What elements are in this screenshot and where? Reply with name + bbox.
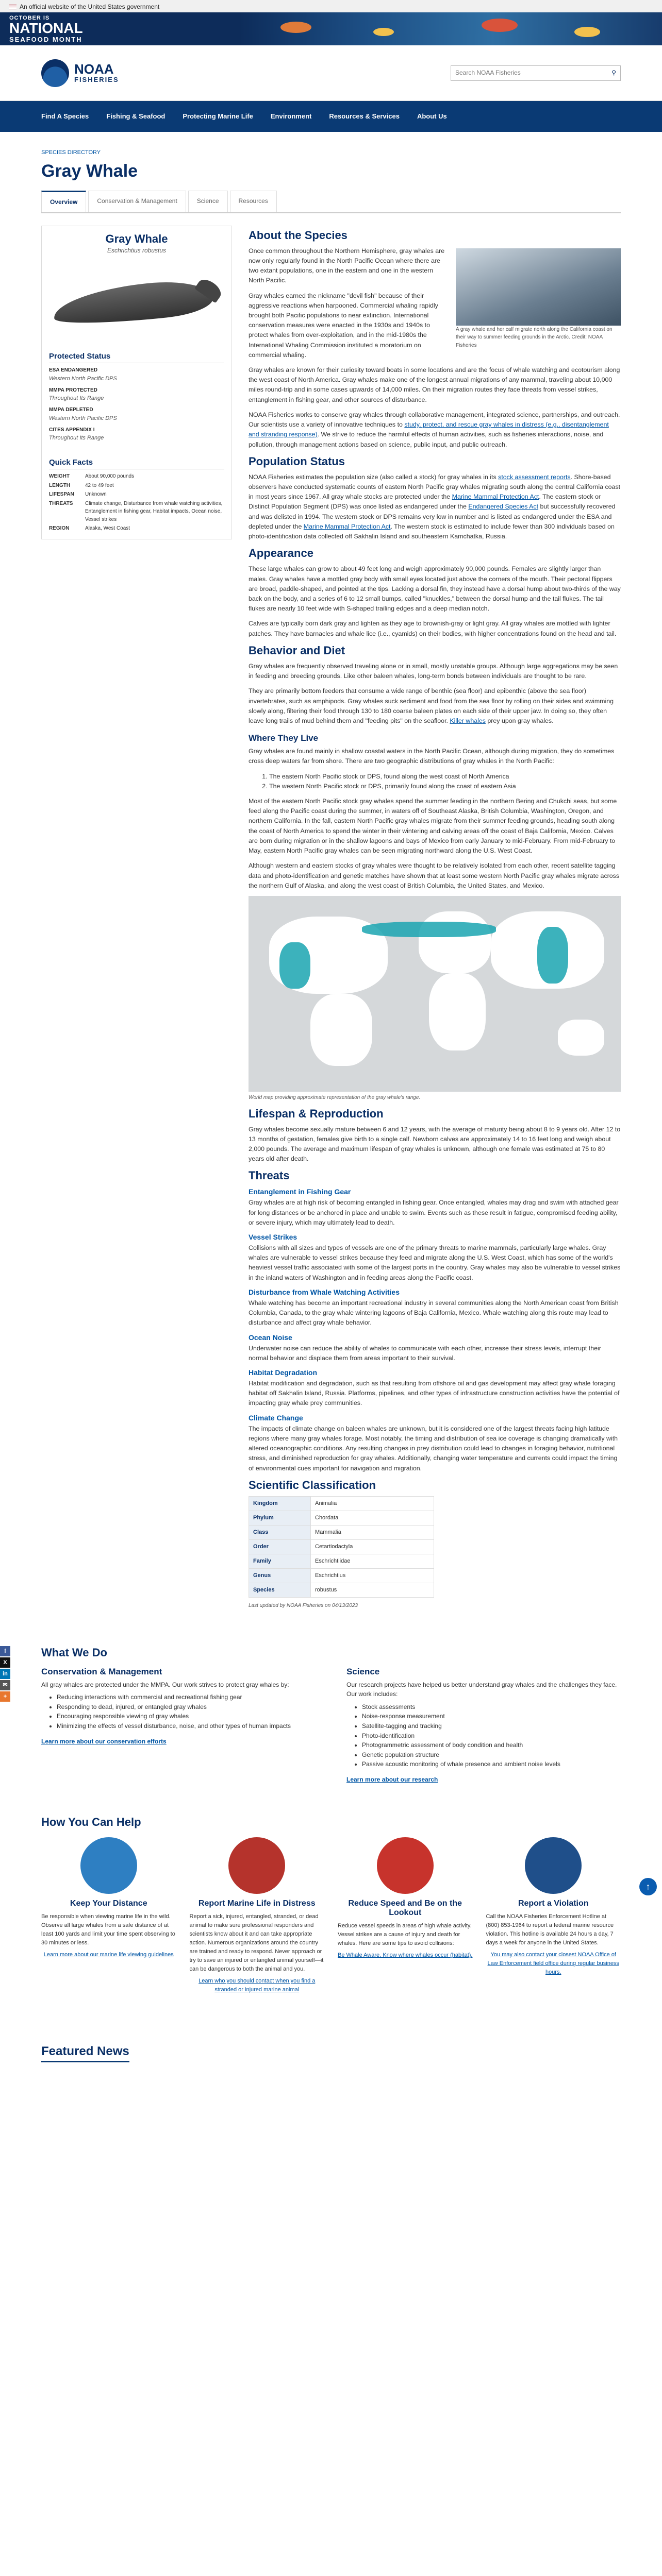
text: NOAA Fisheries estimates the population size (also called a stock) for gray whales in its xyxy=(249,473,499,481)
table-value: Chordata xyxy=(311,1511,434,1525)
list-item: • Minimizing the effects of vessel disturbance, noise, and other types of human impacts xyxy=(57,1721,316,1731)
species-sidebar xyxy=(41,226,232,1610)
help-card xyxy=(41,1837,176,1994)
paragraph: Our research projects have helped us better understand gray whales and the challenges they face. Our work includes: xyxy=(346,1681,617,1698)
list-item: • Photogrammetric assessment of body condition and health xyxy=(362,1740,621,1750)
main-content xyxy=(249,226,621,1610)
table-key: Species xyxy=(249,1583,311,1598)
help-card xyxy=(190,1837,325,1994)
help-link[interactable]: Learn more about our marine life viewing guidelines xyxy=(43,1952,174,1958)
promo-top: OCTOBER IS xyxy=(9,14,50,21)
nav-about-us[interactable]: About Us xyxy=(417,112,447,120)
conservation-column xyxy=(41,1667,316,1785)
table-key: Kingdom xyxy=(249,1496,311,1511)
paragraph: Gray whales are at high risk of becoming entangled in fishing gear. Once entangled, whales may drag and swim with attached gear for long distances or be anchored in place and unable to swim. Events such as these result in fatigue, compromised feeding ability, or severe injury, which may ultimately lead to death. xyxy=(249,1199,619,1226)
table-row xyxy=(249,1511,434,1525)
promo-big: NATIONAL xyxy=(9,20,83,36)
linkedin-icon[interactable]: in xyxy=(0,1669,10,1679)
search-placeholder: Search NOAA Fisheries xyxy=(455,69,521,77)
protected-status xyxy=(42,346,231,452)
table-value: Eschrichtius xyxy=(311,1569,434,1583)
section-lifespan: Lifespan & Reproduction xyxy=(249,1107,384,1120)
brand-name: NOAA xyxy=(74,61,114,77)
status-key: ESA ENDANGERED xyxy=(49,367,98,374)
facebook-icon[interactable]: f xyxy=(0,1646,10,1656)
stock-assessment-link[interactable]: stock assessment reports xyxy=(498,473,571,481)
list-item: • Encouraging responsible viewing of gray whales xyxy=(57,1711,316,1721)
table-row xyxy=(249,1583,434,1598)
help-card-title: Reduce Speed and Be on the Lookout xyxy=(348,1899,462,1918)
paragraph: Gray whales are frequently observed traveling alone or in small, mostly unstable groups. Although large aggregations may be seen in feeding and breeding grounds. Like other baleen whales, long-term bonds between individuals are thought to be rare. xyxy=(249,662,618,680)
paragraph: All gray whales are protected under the MMPA. Our work strives to protect gray whales by: xyxy=(41,1681,289,1688)
featured-news-title: Featured News xyxy=(41,2044,129,2062)
help-link[interactable]: Learn who you should contact when you find a stranded or injured marine animal xyxy=(198,1978,316,1993)
search-icon[interactable]: ⚲ xyxy=(611,69,616,77)
killer-whales-link[interactable]: Killer whales xyxy=(450,717,486,724)
text: . We strive to reduce the harmful effects of human activities, such as fisheries interactions, noise, and pollution, through management actions based on science, public input, and public outreach. xyxy=(249,431,604,448)
whale-photo[interactable] xyxy=(456,248,621,326)
threat-title: Climate Change xyxy=(249,1413,303,1422)
section-threats: Threats xyxy=(249,1169,290,1182)
gov-banner xyxy=(0,0,662,12)
site-header xyxy=(0,45,662,101)
help-link[interactable]: You may also contact your closest NOAA Office of Law Enforcement field office during regular business hours. xyxy=(487,1952,619,1976)
fact-value: Climate change, Disturbance from whale watching activities, Entanglement in fishing gear, Habitat impacts, Ocean noise, Vessel strikes xyxy=(85,500,223,522)
fact-value: About 90,000 pounds xyxy=(85,473,135,480)
help-card-title: Keep Your Distance xyxy=(70,1899,147,1908)
gray-whale-illustration xyxy=(42,259,231,342)
email-icon[interactable]: ✉ xyxy=(0,1680,10,1690)
paragraph: Gray whales become sexually mature between 6 and 12 years, with the average of maturity being about 8 to 9 years old. After 12 to 13 months of gestation, females give birth to a single calf. Newborn calves are approximately 14 to 16 feet long and weigh about 2,000 pounds. The average and maximum lifespan of gray whales is unknown, although one female was estimated at 75 to 80 years old after death. xyxy=(249,1125,621,1163)
x-icon[interactable]: X xyxy=(0,1657,10,1668)
paragraph: Gray whales earned the nickname "devil fish" because of their aggressive reactions when harpooned. Commercial whaling rapidly brought both Pacific populations to near extinction. International conservation measures were enacted in the 1930s and 1940s to protect whales from over-exploitation, and in the mid-1980s the International Whaling Commission instituted a moratorium on commercial whaling. xyxy=(249,292,438,359)
card-title: Gray Whale xyxy=(105,232,168,245)
figure-caption: A gray whale and her calf migrate north along the California coast on their way to summer feeding grounds in the Arctic. Credit: NOAA Fisheries xyxy=(456,326,613,348)
status-value: Western North Pacific DPS xyxy=(49,415,117,421)
quick-facts-title: Quick Facts xyxy=(49,458,224,469)
table-key: Order xyxy=(249,1539,311,1554)
mmpa-link[interactable]: Marine Mammal Protection Act xyxy=(452,493,539,501)
noaa-logo[interactable] xyxy=(41,59,69,87)
promo-banner[interactable] xyxy=(0,12,662,45)
text: . Shore-based observers have conducted systematic counts of eastern North Pacific gray whales migrating south along the central California coast in most years since 1967. All gray whale stocks are protected under the xyxy=(249,473,621,501)
section-where-they-live: Where They Live xyxy=(249,733,319,743)
fact-key: THREATS xyxy=(49,500,73,506)
list-item: 1. The eastern North Pacific stock or DPS, found along the west coast of North America xyxy=(269,772,621,782)
last-updated: Last updated by NOAA Fisheries on 04/13/2023 xyxy=(249,1603,358,1609)
share-bar xyxy=(0,1646,11,1703)
brand[interactable] xyxy=(74,62,119,83)
list-item: • Responding to dead, injured, or entangled gray whales xyxy=(57,1702,316,1712)
text: They are primarily bottom feeders that consume a wide range of benthic (sea floor) and epibenthic (above the sea floor) invertebrates, such as amphipods. Gray whales suck sediment and food from the sea floor by rolling on their sides and swimming slowly along, filtering their food through 130 to 180 coarse baleen plates on each side of their upper jaw. In doing so, they often leave long trails of mud behind them and "feeding pits" on the seafloor. xyxy=(249,687,614,724)
card-scientific-name: Eschrichtius robustus xyxy=(107,246,167,254)
brand-sub: FISHERIES xyxy=(74,76,119,83)
species-card xyxy=(41,226,232,539)
nav-environment[interactable]: Environment xyxy=(270,112,312,120)
conservation-more-link[interactable]: Learn more about our conservation efforts xyxy=(41,1737,167,1745)
tab-bar xyxy=(41,191,621,213)
featured-news xyxy=(0,2041,662,2066)
section-appearance: Appearance xyxy=(249,547,313,560)
paragraph xyxy=(249,410,621,450)
tab-conservation[interactable]: Conservation & Management xyxy=(88,191,186,212)
paragraph: Call the NOAA Fisheries Enforcement Hotline at (800) 853-1964 to report a federal marine resource violation. This hotline is available 24 hours a day, 7 days a week for anyone in the United States. xyxy=(486,1913,614,1946)
paragraph: Although western and eastern stocks of gray whales were thought to be relatively isolated from each other, recent satellite tagging data and photo-identification and genetic matches have shown that at least some western North Pacific gray whales migrate across the northern Gulf of Alaska, and along the west coast of British Columbia, the United States, and Mexico. xyxy=(249,862,620,889)
paragraph: Calves are typically born dark gray and lighten as they age to brownish-gray or light gray. All gray whales are mottled with lighter patches. They have barnacles and whale lice (i.e., cyamids) on their bodies, with higher concentrations found on the head and tail. xyxy=(249,620,617,637)
how-you-can-help xyxy=(0,1816,662,1994)
gov-banner-text: An official website of the United States government xyxy=(20,3,160,10)
help-link[interactable]: Be Whale Aware. Know where whales occur (habitat). xyxy=(338,1952,473,1959)
list-item: • Noise-response measurement xyxy=(362,1711,621,1721)
table-key: Phylum xyxy=(249,1511,311,1525)
paragraph xyxy=(249,472,621,542)
nav-protecting-marine-life[interactable]: Protecting Marine Life xyxy=(183,112,253,120)
status-key: MMPA PROTECTED xyxy=(49,387,97,393)
share-more-icon[interactable]: + xyxy=(0,1691,10,1702)
help-card xyxy=(486,1837,621,1994)
help-card xyxy=(338,1837,473,1994)
science-column xyxy=(346,1667,621,1785)
quick-facts xyxy=(42,452,231,539)
paragraph xyxy=(249,686,621,726)
section-classification: Scientific Classification xyxy=(249,1478,376,1492)
help-card-title: Report a Violation xyxy=(518,1899,589,1908)
list-item: • Satellite-tagging and tracking xyxy=(362,1721,621,1731)
threat-title: Habitat Degradation xyxy=(249,1368,318,1377)
fact-key: REGION xyxy=(49,526,70,532)
text: prey upon gray whales. xyxy=(485,717,554,724)
status-value: Throughout Its Range xyxy=(49,435,104,442)
table-key: Class xyxy=(249,1525,311,1539)
threat-title: Vessel Strikes xyxy=(249,1233,297,1242)
paragraph: Report a sick, injured, entangled, stranded, or dead animal to make sure professional responders and scientists know about it and can take appropriate action. Numerous organizations around the country are trained and ready to respond. Never approach or try to save an injured or entangled animal yourself—it can be dangerous to both the animal and you. xyxy=(189,1913,324,1973)
threat-title: Disturbance from Whale Watching Activities xyxy=(249,1287,400,1296)
table-value: robustus xyxy=(311,1583,434,1598)
text: . The western stock is estimated to include fewer than 300 individuals based on photo-identification data collected off Sakhalin Island and southeastern Kamchatka, Russia. xyxy=(249,522,615,540)
status-value: Western North Pacific DPS xyxy=(49,375,117,382)
status-key: CITES APPENDIX I xyxy=(49,427,95,433)
table-row xyxy=(249,1539,434,1554)
fact-key: LENGTH xyxy=(49,482,71,488)
text: . The eastern stock or Distinct Population Segment (DPS) was once listed as endangered under the xyxy=(249,493,601,511)
promo-sub: SEAFOOD MONTH xyxy=(9,35,82,43)
fact-key: LIFESPAN xyxy=(49,492,74,498)
fish-icon xyxy=(574,27,600,37)
table-row xyxy=(249,1569,434,1583)
section-about: About the Species xyxy=(249,228,347,242)
table-value: Animalia xyxy=(311,1496,434,1511)
science-more-link[interactable]: Learn more about our research xyxy=(346,1775,438,1783)
phone-icon xyxy=(525,1837,582,1894)
paragraph: These large whales can grow to about 49 feet long and weigh approximately 90,000 pounds. Females are slightly larger than males. Gray whales have a mottled gray body with small eyes located just above the corners of the mouth. Their pectoral flippers are broad, paddle-shaped, and pointed at the tips. Lacking a dorsal fin, they instead have a dorsal hump about two-thirds of the way back on the body, and a series of 6 to 12 small bumps, called "knuckles," between the dorsal hump and the tail flukes. The tail flukes are nearly 10 feet wide with S-shaped trailing edges and a deep median notch. xyxy=(249,565,621,613)
tab-overview[interactable]: Overview xyxy=(41,191,86,212)
help-title: How You Can Help xyxy=(41,1816,141,1829)
search-input[interactable] xyxy=(451,65,621,81)
what-we-do xyxy=(0,1646,662,1785)
fact-value: Alaska, West Coast xyxy=(85,526,130,532)
table-value: Mammalia xyxy=(311,1525,434,1539)
paragraph: Reduce vessel speeds in areas of high whale activity. Vessel strikes are a cause of injury and death for whales. Here are some tips to avoid collisions: xyxy=(338,1923,472,1947)
paragraph: Collisions with all sizes and types of vessels are one of the primary threats to marine mammals, particularly large whales. Gray whales are vulnerable to vessel strikes because they feed and migrate along the U.S. West Coast, which has some of the world's heaviest vessel traffic associated with some of the largest ports in the country. Gray whales may also be vulnerable to vessel strikes in the inland waters of Washington and in feeding areas along the Pacific coast. xyxy=(249,1244,621,1281)
classification-table xyxy=(249,1496,434,1598)
table-row xyxy=(249,1496,434,1511)
text: but successfully recovered and was delisted in 1994. The western stock or DPS remains very low in number and is listed as endangered under the ESA and depleted under the xyxy=(249,503,616,530)
fact-key: WEIGHT xyxy=(49,473,70,480)
paragraph: Gray whales are found mainly in shallow coastal waters in the North Pacific Ocean, although during migration, they do sometimes cross deep waters far from shore. There are two geographic distributions of gray whales in the North Pacific: xyxy=(249,748,615,765)
range-map xyxy=(249,896,621,1092)
text: NOAA Fisheries works to conserve gray whales through collaborative management, integrated science, partnerships, and outreach. Our scientists use a variety of innovative techniques to xyxy=(249,411,620,429)
help-card-title: Report Marine Life in Distress xyxy=(198,1899,316,1908)
list-item: 2. The western North Pacific stock or DPS, primarily found along the coast of eastern Asia xyxy=(269,782,621,791)
paragraph: Once common throughout the Northern Hemisphere, gray whales are now only regularly found in the North Pacific Ocean where there are two extant populations, one in the eastern and one in the western North Pacific. xyxy=(249,247,445,284)
tab-resources[interactable]: Resources xyxy=(230,191,277,212)
study-protect-link[interactable]: study, protect, and rescue gray whales in distress (e.g., disentanglement and stranding response) xyxy=(249,421,609,438)
binoculars-icon xyxy=(80,1837,137,1894)
fish-icon xyxy=(482,19,518,32)
status-key: MMPA DEPLETED xyxy=(49,407,93,413)
speed-sign-icon xyxy=(377,1837,434,1894)
promo-art xyxy=(239,12,662,45)
paragraph: Whale watching has become an important recreational industry in several communities along the North American coast from British Columbia, Canada, to the gray whale wintering lagoons of Baja California, Mexico. Whale watching along this route may lead to disturbance and affect gray whale behavior. xyxy=(249,1299,619,1327)
paragraph: Be responsible when viewing marine life in the wild. Observe all large whales from a safe distance of at least 100 yards and limit your time spent observing to 30 minutes or less. xyxy=(41,1913,175,1946)
breadcrumb[interactable]: SPECIES DIRECTORY xyxy=(41,149,101,156)
tab-science[interactable]: Science xyxy=(188,191,228,212)
whale-photo-figure xyxy=(456,248,621,350)
fact-value: Unknown xyxy=(85,492,107,498)
table-value: Eschrichtiidae xyxy=(311,1554,434,1568)
paragraph: The impacts of climate change on baleen whales are unknown, but it is considered one of the largest threats facing high latitude regions where many gray whales forage. Most notably, the timing and distribution of sea ice coverage is changing dramatically with altered oceanographic conditions. Any resulting changes in prey distribution could lead to changes in foraging behavior, nutritional stress, and diminished reproduction for gray whales. Additionally, changing water temperature and currents could impact the timing of environmental cues important for navigation and migration. xyxy=(249,1425,618,1472)
section-population: Population Status xyxy=(249,454,345,468)
column-title: Conservation & Management xyxy=(41,1666,162,1676)
nav-resources-services[interactable]: Resources & Services xyxy=(329,112,400,120)
page-title: Gray Whale xyxy=(41,161,138,181)
us-flag-icon xyxy=(9,5,16,9)
list-item: • Photo-identification xyxy=(362,1731,621,1741)
table-value: Cetartiodactyla xyxy=(311,1539,434,1554)
status-value: Throughout Its Range xyxy=(49,395,104,402)
paragraph: Habitat modification and degradation, such as that resulting from offshore oil and gas development may affect gray whale foraging habitat off Sakhalin Island, Russia. Platforms, pipelines, and other types of infrastructure construction activities have the potential of impacting gray whale prey communities. xyxy=(249,1380,620,1407)
back-to-top-icon[interactable]: ↑ xyxy=(639,1878,657,1895)
list-item: • Passive acoustic monitoring of whale presence and ambient noise levels xyxy=(362,1759,621,1769)
paragraph: Gray whales are known for their curiosity toward boats in some locations and are the focus of whale watching and ecotourism along the west coast of North America. Gray whales make one of the longest annual migrations of any mammal, traveling about 10,000 miles round-trip and in some cases upwards of 14,000 miles. On their migration routes they face threats from vessel strikes, entanglement in fishing gear, and other sources of disturbance. xyxy=(249,366,620,403)
nav-find-species[interactable]: Find A Species xyxy=(41,112,89,120)
map-caption: World map providing approximate representation of the gray whale's range. xyxy=(249,1095,421,1101)
paragraph: Underwater noise can reduce the ability of whales to communicate with each other, increase their stress levels, interrupt their normal behavior and displace them from areas important to their survival. xyxy=(249,1344,601,1362)
list-item: • Reducing interactions with commercial and recreational fishing gear xyxy=(57,1692,316,1702)
fact-value: 42 to 49 feet xyxy=(85,482,114,488)
threat-title: Entanglement in Fishing Gear xyxy=(249,1188,351,1196)
section-behavior: Behavior and Diet xyxy=(249,643,345,657)
fish-icon xyxy=(280,22,311,33)
esa-link[interactable]: Endangered Species Act xyxy=(468,503,539,511)
what-we-do-title: What We Do xyxy=(41,1646,107,1659)
fish-icon xyxy=(373,28,394,36)
main-nav xyxy=(0,101,662,132)
list-item: • Stock assessments xyxy=(362,1702,621,1712)
protected-status-title: Protected Status xyxy=(49,352,224,363)
table-row xyxy=(249,1554,434,1568)
table-key: Family xyxy=(249,1554,311,1568)
paragraph: Most of the eastern North Pacific stock gray whales spend the summer feeding in the northern Bering and Chukchi seas, but some feed along the Pacific coast during the summer, in waters off of Southeast Alaska, British Columbia, Washington, Oregon, and northern California. In the fall, eastern North Pacific gray whales migrate from their summer feeding grounds, heading south along the coast of North America to spend the winter in their wintering and calving areas off the coast of Baja California, Mexico. Calves are born during migration or in the shallow lagoons and bays of Mexico from early January to mid-February. From mid-February to May, eastern North Pacific gray whales can be seen migrating northward along the U.S. West Coast. xyxy=(249,798,617,855)
table-row xyxy=(249,1525,434,1539)
us-map-icon xyxy=(228,1837,285,1894)
table-key: Genus xyxy=(249,1569,311,1583)
column-title: Science xyxy=(346,1666,380,1676)
list-item: • Genetic population structure xyxy=(362,1750,621,1760)
mmpa-link[interactable]: Marine Mammal Protection Act xyxy=(303,522,391,530)
threat-title: Ocean Noise xyxy=(249,1333,292,1342)
nav-fishing-seafood[interactable]: Fishing & Seafood xyxy=(106,112,166,120)
distribution-list xyxy=(269,772,621,791)
